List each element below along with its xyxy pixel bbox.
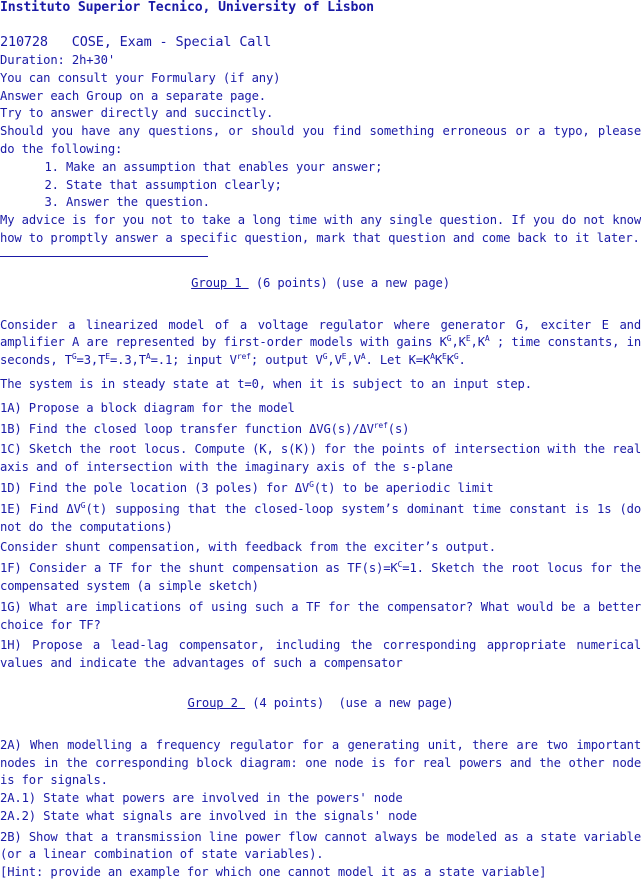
group2-heading: [0, 695, 641, 713]
instruction-1: You can consult your Formulary (if any): [0, 70, 281, 85]
question-2a: 2A) When modelling a frequency regulator for a generating unit, there are two important nodes in the corresponding block diagram: one node is for real powers and the other node is for signals.: [0, 737, 641, 788]
question-1g: 1G) What are implications of using such a TF for the compensator? What would be a better choice for TF?: [0, 599, 641, 632]
instruction-3: Try to answer directly and succinctly.: [0, 106, 274, 121]
step-item-1: 1. Make an assumption that enables your answer;: [66, 159, 641, 177]
shunt-line: Consider shunt compensation, with feedback from the exciter’s output.: [0, 540, 496, 555]
group1-intro: Consider a linearized model of a voltage regulator where generator G, exciter E and amplifier A are represented by first-order models with gains $K^G,K^E,K^A$ ; time constants, in seconds, $T^G=3,T^E=.3,T^A=.1$; input $V^{ref}$; output $V^G,V^E,V^A$. Let $K=K^AK^EK^G$.: [0, 317, 641, 368]
group1-info: (6 points) (use a new page): [248, 275, 450, 290]
question-2a1: 2A.1) State what powers are involved in the powers' node: [0, 791, 403, 806]
group1-name: Group 1: [191, 275, 249, 290]
question-1f: 1F) Consider a TF for the shunt compensation as $TF(s)=K^C=1$. Sketch the root locus for the compensated system (a simple sketch): [0, 560, 641, 593]
advice-paragraph: My advice is for you not to take a long time with any single question. If you do not know how to promptly answer a specific question, mark that question and come back to it later.: [0, 213, 641, 245]
institution-title: Instituto Superior Tecnico, University of Lisbon: [0, 0, 374, 15]
duration-line: Duration: 2h+30': [0, 53, 115, 67]
question-1h: 1H) Propose a lead-lag compensator, including the corresponding appropriate numerical values and indicate the advantages of such a compensator: [0, 638, 641, 671]
question-2b: 2B) Show that a transmission line power flow cannot always be modeled as a state variable (or a linear combination of state variables).: [0, 829, 641, 862]
group1-heading: [0, 275, 641, 293]
question-1c: 1C) Sketch the root locus. Compute (K, s(K)) for the points of intersection with the real axis and of intersection with the imaginary axis of the s-plane: [0, 442, 641, 475]
step-item-2: 2. State that assumption clearly;: [66, 177, 641, 195]
question-1e: 1E) Find $\Delta V^G(t)$ supposing that the closed-loop system’s dominant time constant is 1s (do not do the computations): [0, 500, 641, 534]
course-line: 210728 COSE, Exam - Special Call: [0, 34, 272, 50]
steps-list: [0, 159, 641, 212]
group2-name: Group 2: [187, 695, 246, 710]
instruction-4: Should you have any questions, or should you find something erroneous or a typo, please do the following:: [0, 124, 641, 156]
group2-info: (4 points) (use a new page): [245, 695, 454, 710]
question-1a: 1A) Propose a block diagram for the model: [0, 400, 295, 415]
hint-line: [Hint: provide an example for which one cannot model it as a state variable]: [0, 865, 547, 880]
instruction-2: Answer each Group on a separate page.: [0, 88, 266, 103]
steady-state-line: The system is in steady state at t=0, when it is subject to an input step.: [0, 376, 532, 391]
step-item-3: 3. Answer the question.: [66, 194, 641, 212]
question-2a2: 2A.2) State what signals are involved in the signals' node: [0, 808, 417, 823]
question-1d: 1D) Find the pole location (3 poles) for $\Delta V^G(t)$ to be aperiodic limit: [0, 479, 494, 495]
question-1b: 1B) Find the closed loop transfer function $\Delta VG(s)/\Delta V^{ref}(s)$: [0, 420, 410, 436]
